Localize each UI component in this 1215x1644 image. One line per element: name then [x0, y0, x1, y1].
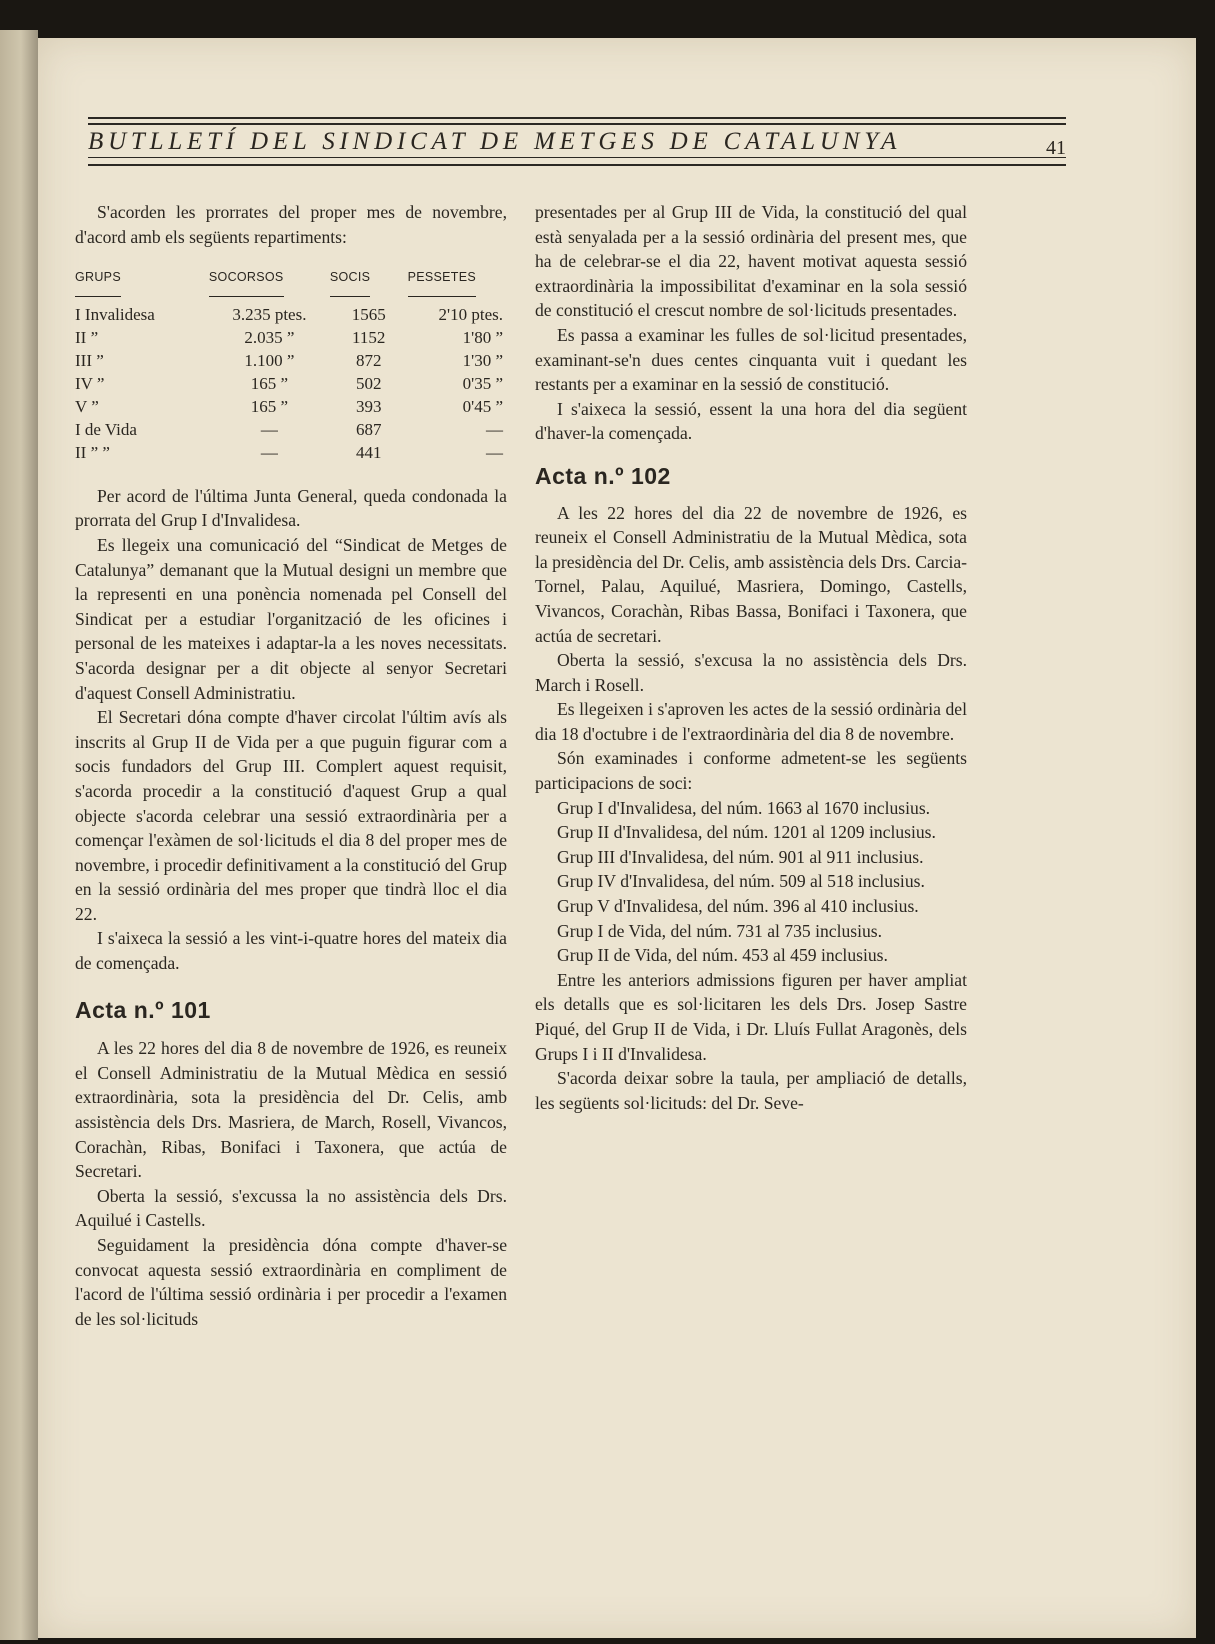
table-cell: 165 ” — [250, 396, 289, 416]
list-item: Grup IV d'Invalidesa, del núm. 509 al 518 inclusius. — [557, 871, 925, 892]
page-number: 41 — [1046, 137, 1066, 159]
table-cell: 1'30 ” — [462, 350, 503, 370]
table-cell: II ” — [75, 327, 99, 347]
table-cell: 1565 — [351, 304, 386, 324]
paragraph: Oberta la sessió, s'excusa la no assistència dels Drs. March i Rosell. — [535, 650, 967, 695]
column-header-pessetes: PESSETES — [408, 265, 507, 303]
column-header-socorsos: SOCORSOS — [209, 265, 330, 303]
journal-title: BUTLLETÍ DEL SINDICAT DE METGES DE CATALUNYA — [88, 128, 902, 155]
paragraph: I s'aixeca la sessió, essent la una hora del dia següent d'haver-la començada. — [535, 398, 967, 444]
table-cell: 0'45 ” — [462, 396, 503, 416]
table-header-row — [75, 265, 507, 303]
table-cell: — — [260, 419, 278, 439]
table-row — [75, 395, 507, 418]
intro-paragraph: S'acorden les prorrates del proper mes de novembre, d'acord amb els següents repartiments: — [75, 202, 507, 247]
table-cell: 1'80 ” — [462, 327, 503, 347]
header-rule-bottom — [88, 157, 1066, 158]
header-rule-bottom-2 — [88, 164, 1066, 166]
table-cell: 3.235 ptes. — [232, 304, 307, 324]
paragraph: Entre les anteriors admissions figuren per haver ampliat els detalls que es sol·licitaren les dels Drs. Josep Sastre Piqué, del Grup II de Vida, i Dr. Lluís Fullat Aragonès, dels Grups I i II d'Invalidesa. — [535, 969, 967, 1064]
paragraph: Es passa a examinar les fulles de sol·licitud presentades, examinant-se'n dues centes cinquanta vuit i quedant les restants per a examinar en la sessió de constitució. — [535, 324, 967, 395]
paragraph: S'acorda deixar sobre la taula, per ampliació de detalls, les següents sol·licituds: del Dr. Seve- — [535, 1068, 967, 1113]
table-cell: 0'35 ” — [462, 373, 503, 393]
table-row — [75, 418, 507, 441]
running-header — [88, 73, 1066, 161]
table-row — [75, 349, 507, 372]
table-cell: 687 — [355, 419, 382, 439]
list-item: Grup II d'Invalidesa, del núm. 1201 al 1209 inclusius. — [557, 822, 936, 843]
paragraph: A les 22 hores del dia 8 de novembre de 1926, es reuneix el Consell Administratiu de la Mutual Mèdica en sessió extraordinària, sota la presidència del Dr. Celis, amb assistència dels Drs. Masriera, de March, Rosell, Vivancos, Corachàn, Ribas, Bonifaci i Taxonera, que actúa de Secretari. — [75, 1038, 507, 1182]
table-cell: — — [486, 419, 503, 439]
table-cell: 502 — [355, 373, 382, 393]
left-column — [75, 200, 507, 1331]
list-item: Grup V d'Invalidesa, del núm. 396 al 410 inclusius. — [557, 896, 919, 917]
list-item: Grup I d'Invalidesa, del núm. 1663 al 1670 inclusius. — [557, 797, 931, 818]
paragraph: I s'aixeca la sessió a les vint-i-quatre hores del mateix dia de començada. — [75, 928, 507, 974]
table-row — [75, 303, 507, 326]
paragraph: Es llegeix una comunicació del “Sindicat de Metges de Catalunya” demanant que la Mutual designi un membre que la representi en una ponència nomenada pel Consell del Sindicat per a estudiar l'organització de les oficines i personal de les mateixes i adaptar-la a les noves necessitats. S'acorda designar per a dit objecte al senyor Secretari d'aquest Consell Administratiu. — [75, 534, 507, 703]
prorrates-table — [75, 265, 507, 464]
header-rule-top-2 — [88, 123, 1066, 125]
paragraph: Per acord de l'última Junta General, queda condonada la prorrata del Grup I d'Invalidesa. — [75, 485, 507, 531]
table-cell: 1.100 ” — [244, 350, 295, 370]
paragraph: Seguidament la presidència dóna compte d'haver-se convocat aquesta sessió extraordinària en compliment de l'acord de l'última sessió ordinària i per procedir a l'examen de les sol·licituds — [75, 1235, 507, 1329]
paragraph: Es llegeixen i s'aproven les actes de la sessió ordinària del dia 18 d'octubre i de l'extraordinària del dia 8 de novembre. — [535, 699, 967, 744]
table-cell: 872 — [355, 350, 382, 370]
table-cell: III ” — [75, 350, 104, 370]
header-rule-top — [88, 117, 1066, 119]
table-cell: — — [260, 442, 278, 462]
table-row — [75, 326, 507, 349]
table-cell: 165 ” — [250, 373, 289, 393]
table-row — [75, 441, 507, 464]
table-cell: I de Vida — [75, 419, 137, 439]
book-binding-edge — [0, 30, 38, 1640]
table-cell: V ” — [75, 396, 99, 416]
paragraph: Són examinades i conforme admetent-se les següents participacions de soci: — [535, 748, 967, 794]
acta-102-heading: Acta n.º 102 — [535, 462, 671, 489]
table-cell: — — [486, 442, 503, 462]
table-cell: 1152 — [352, 327, 386, 347]
table-row — [75, 372, 507, 395]
table-cell: 2'10 ptes. — [438, 304, 503, 324]
list-item: Grup III d'Invalidesa, del núm. 901 al 911 inclusius. — [557, 846, 924, 867]
table-cell: IV ” — [75, 373, 105, 393]
right-column — [535, 200, 967, 1115]
paragraph: A les 22 hores del dia 22 de novembre de 1926, es reuneix el Consell Administratiu de la Mutual Mèdica, sota la presidència del Dr. Celis, amb assistència dels Drs. Carcia-Tornel, Palau, Aquilué, Masriera, Domingo, Castells, Vivancos, Corachàn, Ribas Bassa, Bonifaci i Taxonera, que actúa de secretari. — [535, 502, 967, 646]
paragraph: El Secretari dóna compte d'haver circolat l'últim avís als inscrits al Grup II de Vida per a que puguin figurar com a socis fundadors del Grup III. Complert aquest requisit, s'acorda procedir a la constitució d'aquest Grup a qual objecte s'acorda celebrar una sessió extraordinària per a començar l'exàmen de sol·licituds el dia 8 del proper mes de novembre, i procedir definitivament a la constitució del Grup en la sessió ordinària del mes proper que tindrà lloc el dia 22. — [75, 707, 507, 924]
table-cell: II ” ” — [75, 442, 110, 462]
list-item: Grup I de Vida, del núm. 731 al 735 inclusius. — [557, 920, 883, 941]
paragraph: presentades per al Grup III de Vida, la constitució del qual està senyalada per a la sessió ordinària del present mes, que ha de celebrar-se el dia 22, havent motivat aquesta sessió extraordinària la impossibilitat d'examinar en la sola sessió de constitució el crescut nombre de sol·licituds presentades. — [535, 202, 967, 321]
table-cell: 441 — [355, 442, 382, 462]
acta-101-heading: Acta n.º 101 — [75, 996, 211, 1023]
column-header-grups: GRUPS — [75, 265, 209, 303]
header-line — [88, 126, 1066, 159]
list-item: Grup II de Vida, del núm. 453 al 459 inclusius. — [557, 945, 888, 966]
table-cell: 393 — [355, 396, 382, 416]
table-cell: 2.035 ” — [244, 327, 295, 347]
paragraph: Oberta la sessió, s'excussa la no assistència dels Drs. Aquilué i Castells. — [75, 1185, 507, 1231]
table-cell: I Invalidesa — [75, 304, 155, 324]
column-header-socis: SOCIS — [330, 265, 408, 303]
